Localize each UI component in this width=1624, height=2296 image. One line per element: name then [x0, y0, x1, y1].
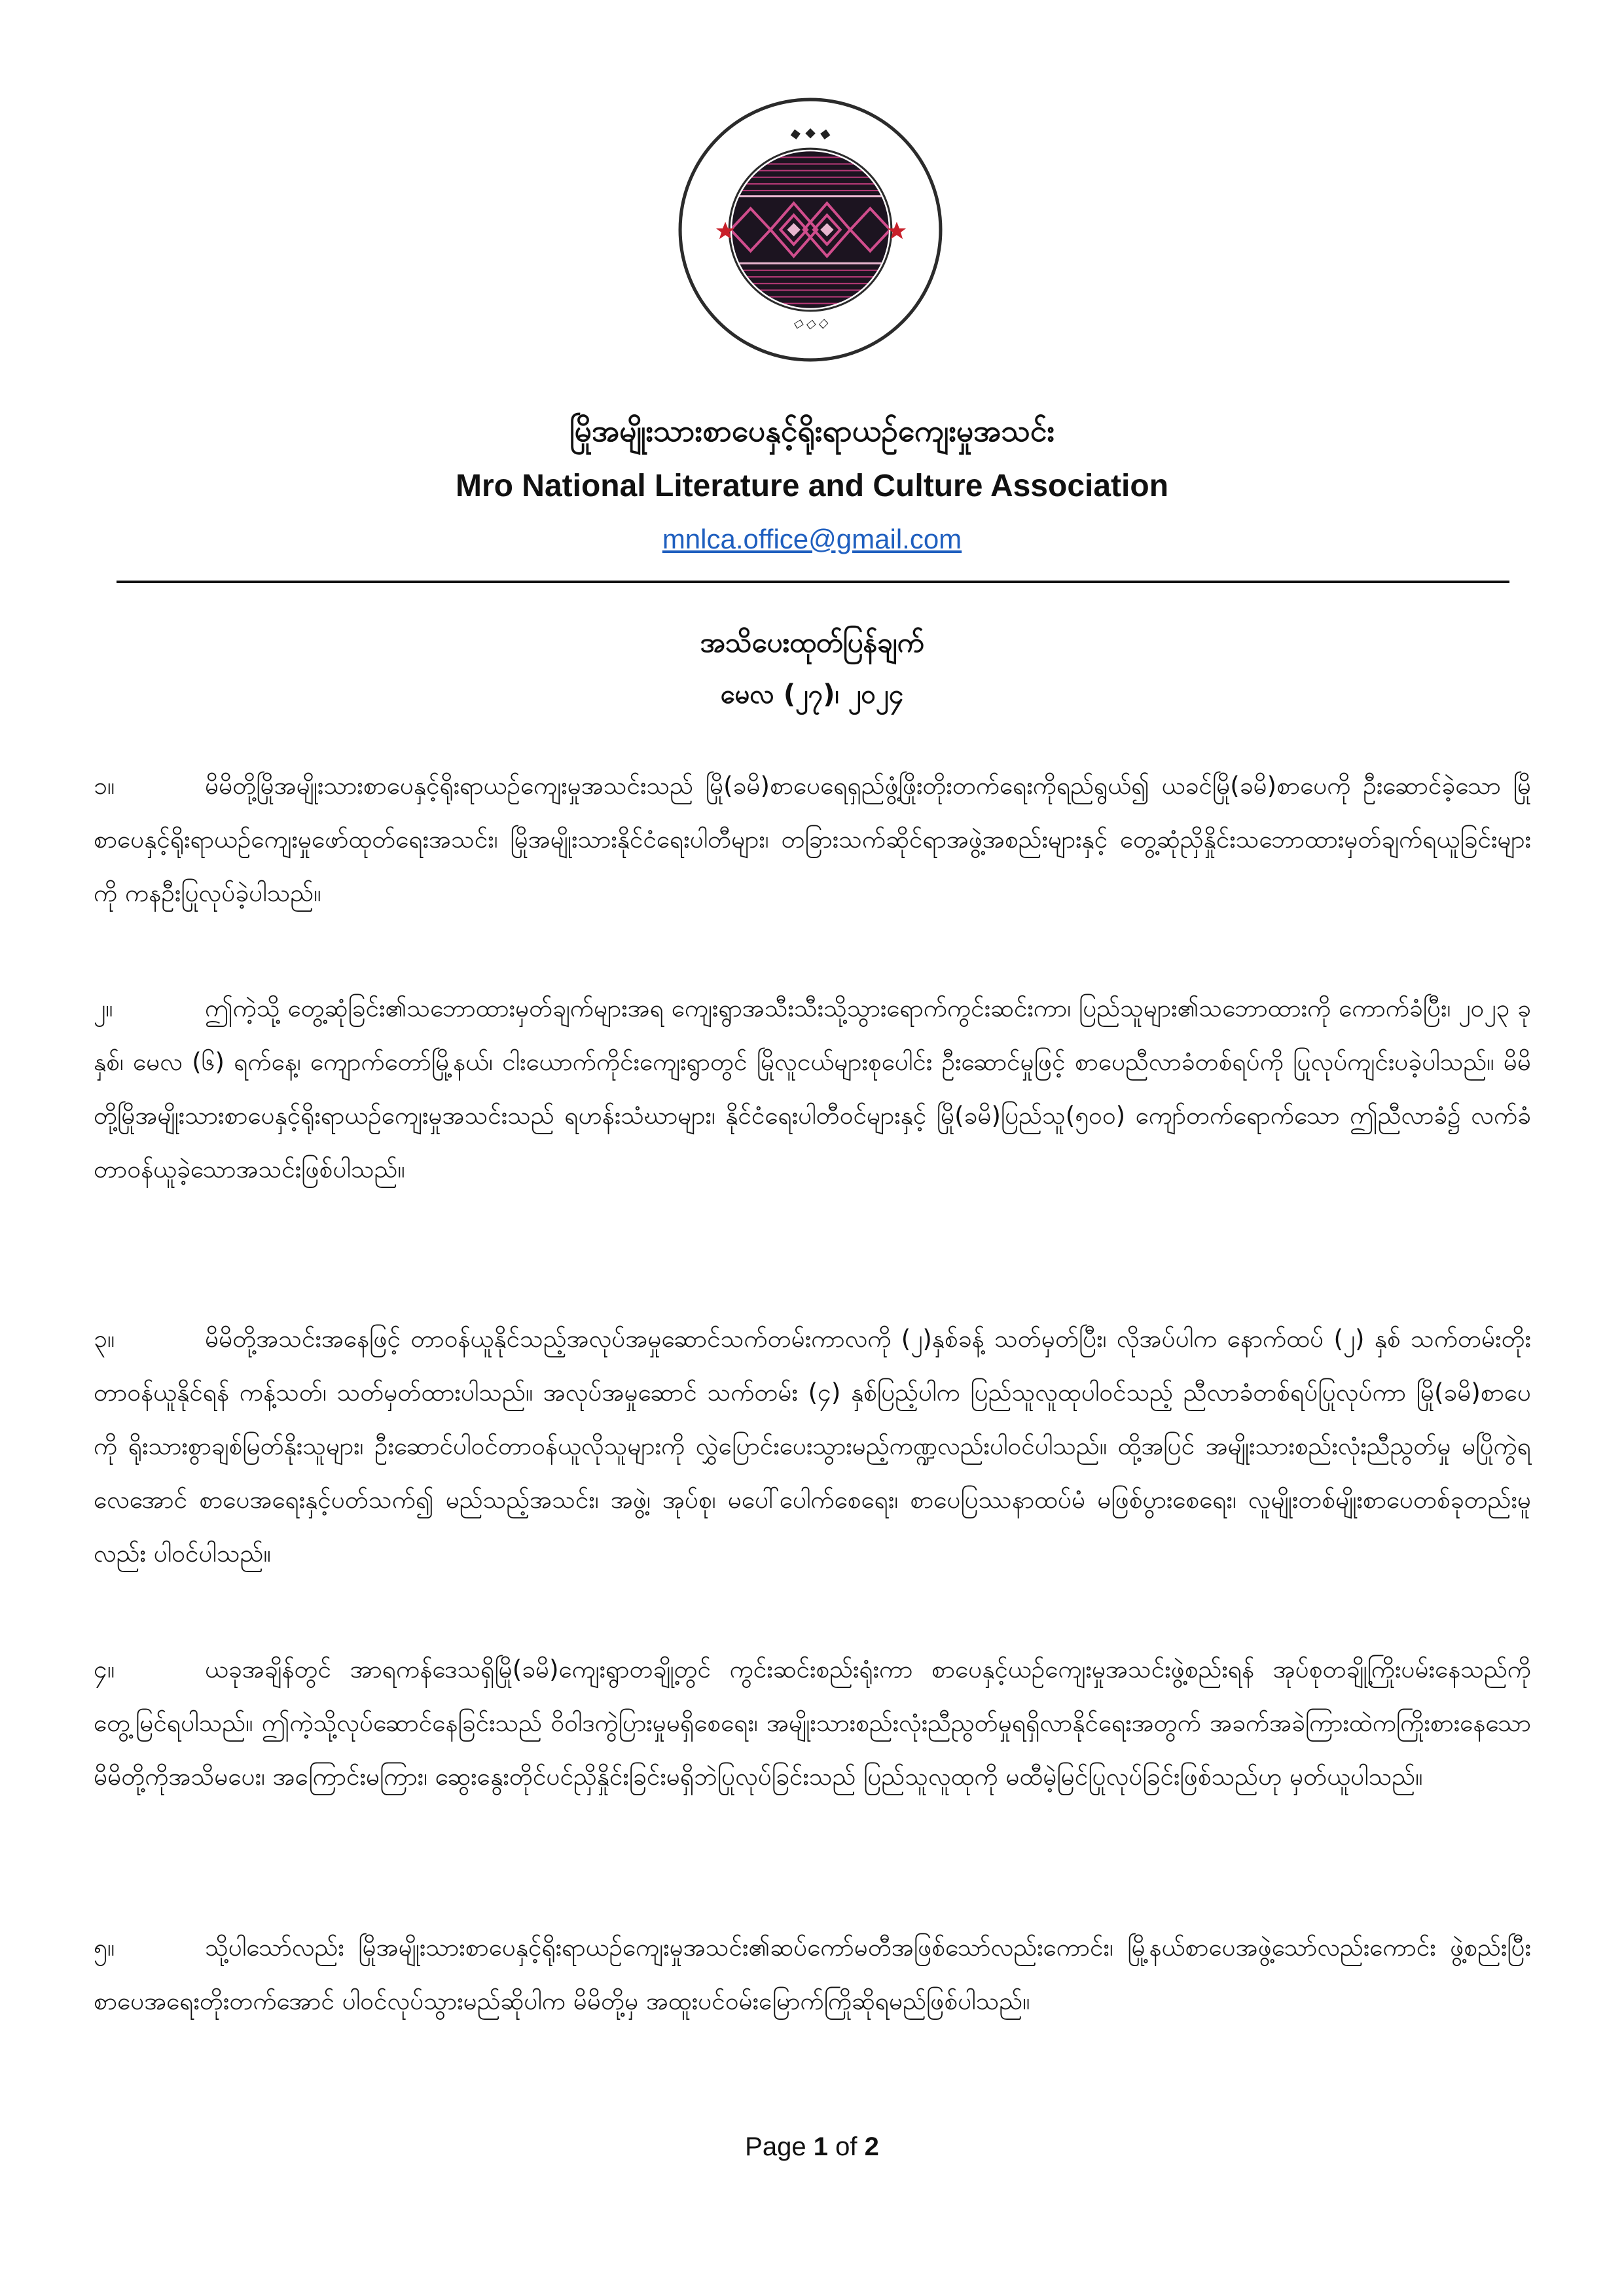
paragraph-1 — [94, 759, 1531, 920]
paragraph-number: ၅။ — [94, 1933, 115, 1962]
paragraph-text: ယခုအချိန်တွင် အာရကန်ဒေသရှိမြို(ခမိ)ကျေးရွာတချို့တွင် ကွင်းဆင်းစည်းရုံးကာ စာပေနှင့်ယဉ်ကျေးမှုအသင်းဖွဲ့စည်းရန် အုပ်စုတချို့ကြိုးပမ်းနေသည်ကို တွေ့မြင်ရပါသည်။ ဤကဲ့သို့လုပ်ဆောင်နေခြင်းသည် ဝိဝါဒကွဲပြားမှုမရှိစေရေး၊ အမျိုးသားစည်းလုံးညီညွတ်မှုရရှိလာနိုင်ရေးအတွက် အခက်အခဲကြားထဲကကြိုးစားနေသော မိမိတို့ကိုအသိမပေး၊ အကြောင်းမကြား၊ ဆွေးနွေးတိုင်ပင်ညှိနှိုင်းခြင်းမရှိဘဲပြုလုပ်ခြင်းသည် ပြည်သူလူထုကို မထီမဲ့မြင်ပြုလုပ်ခြင်းဖြစ်သည်ဟု မှတ်ယူပါသည်။ — [94, 1655, 1531, 1791]
statement-title: အသိပေးထုတ်ပြန်ချက် — [700, 626, 924, 658]
email-link[interactable]: mnlca.office@gmail.com — [662, 524, 962, 554]
paragraph-3 — [94, 1312, 1531, 1581]
paragraph-2 — [94, 982, 1531, 1196]
paragraph-5 — [94, 1921, 1531, 2028]
svg-text:◇ ◇ ◇: ◇ ◇ ◇ — [792, 316, 829, 332]
page-number: Page 1 of 2 — [745, 2132, 879, 2161]
paragraph-text: မိမိတို့မြိုအမျိုးသားစာပေနှင့်ရိုးရာယဉ်ကျေးမှုအသင်းသည် မြို(ခမိ)စာပေရေရှည်ဖွံ့ဖြိုးတိုးတက်ရေးကိုရည်ရွယ်၍ ယခင်မြို(ခမိ)စာပေကို ဦးဆောင်ခဲ့သော မြိုစာပေနှင့်ရိုးရာယဉ်ကျေးမှုဖော်ထုတ်ရေးအသင်း၊ မြိုအမျိုးသားနိုင်ငံရေးပါတီများ၊ တခြားသက်ဆိုင်ရာအဖွဲ့အစည်းများနှင့် တွေ့ဆုံညှိနှိုင်းသဘောထားမှတ်ချက်ရယူခြင်းများကို ကနဦးပြုလုပ်ခဲ့ပါသည်။ — [94, 772, 1531, 907]
paragraph-number: ၃။ — [94, 1325, 115, 1353]
paragraph-number: ၄။ — [94, 1655, 115, 1683]
org-name-english: Mro National Literature and Culture Association — [455, 469, 1169, 503]
paragraph-number: ၂။ — [94, 994, 113, 1022]
org-name-burmese: မြိုအမျိုးသားစာပေနှင့်ရိုးရာယဉ်ကျေးမှုအသင်း — [569, 413, 1055, 448]
header-divider — [117, 581, 1509, 583]
paragraph-text: မိမိတို့အသင်းအနေဖြင့် တာဝန်ယူနိုင်သည့်အလုပ်အမှုဆောင်သက်တမ်းကာလကို (၂)နှစ်ခန့် သတ်မှတ်ပြီး၊ လိုအပ်ပါက နောက်ထပ် (၂) နှစ် သက်တမ်းတိုး တာဝန်ယူနိုင်ရန် ကန့်သတ်၊ သတ်မှတ်ထားပါသည်။ အလုပ်အမှုဆောင် သက်တမ်း (၄) နှစ်ပြည့်ပါက ပြည်သူလူထုပါဝင်သည့် ညီလာခံတစ်ရပ်ပြုလုပ်ကာ မြို(ခမိ)စာပေကို ရိုးသားစွာချစ်မြတ်နိုးသူများ၊ ဦးဆောင်ပါဝင်တာဝန်ယူလိုသူများကို လွှဲပြောင်းပေးသွားမည့်ကဏ္ဍလည်းပါဝင်ပါသည်။ ထို့အပြင် အမျိုးသားစည်းလုံးညီညွတ်မှု မပြိုကွဲရလေအောင် စာပေအရေးနှင့်ပတ်သက်၍ မည်သည့်အသင်း၊ အဖွဲ့၊ အုပ်စု၊ မပေါ်ပေါက်စေရေး၊ စာပေပြဿနာထပ်မံ မဖြစ်ပွားစေရေး၊ လူမျိုးတစ်မျိုးစာပေတစ်ခုတည်းမူလည်း ပါဝင်ပါသည်။ — [94, 1325, 1531, 1568]
svg-text:◆ ◆ ◆: ◆ ◆ ◆ — [789, 124, 832, 142]
paragraph-text: သို့ပါသော်လည်း မြိုအမျိုးသားစာပေနှင့်ရိုးရာယဉ်ကျေးမှုအသင်း၏ဆပ်ကော်မတီအဖြစ်သော်လည်းကောင်း၊ မြို့နယ်စာပေအဖွဲ့သော်လည်းကောင်း ဖွဲ့စည်းပြီးစာပေအရေးတိုးတက်အောင် ပါဝင်လုပ်သွားမည်ဆိုပါက မိမိတို့မှ အထူးပင်ဝမ်းမြောက်ကြိုဆိုရမည်ဖြစ်ပါသည်။ — [94, 1933, 1531, 2015]
paragraph-4 — [94, 1643, 1531, 1804]
association-logo — [677, 97, 943, 363]
paragraph-number: ၁။ — [94, 772, 115, 800]
statement-date: မေလ (၂၇)၊ ၂၀၂၄ — [720, 679, 904, 709]
paragraph-text: ဤကဲ့သို့ တွေ့ဆုံခြင်း၏သဘောထားမှတ်ချက်များအရ ကျေးရွာအသီးသီးသို့သွားရောက်ကွင်းဆင်းကာ၊ ပြည်သူများ၏သဘောထားကို ကောက်ခံပြီး၊ ၂၀၂၃ ခုနှစ်၊ မေလ (၆) ရက်နေ့၊ ကျောက်တော်မြို့နယ်၊ ငါးယောက်ကိုင်းကျေးရွာတွင် မြိုလူငယ်များစုပေါင်း ဦးဆောင်မှုဖြင့် စာပေညီလာခံတစ်ရပ်ကို ပြုလုပ်ကျင်းပခဲ့ပါသည်။ မိမိတို့မြိုအမျိုးသားစာပေနှင့်ရိုးရာယဉ်ကျေးမှုအသင်းသည် ရဟန်းသံဃာများ၊ နိုင်ငံရေးပါတီဝင်များနှင့် မြို(ခမိ)ပြည်သူ(၅၀၀) ကျော်တက်ရောက်သော ဤညီလာခံ၌ လက်ခံတာဝန်ယူခဲ့သောအသင်းဖြစ်ပါသည်။ — [94, 994, 1531, 1183]
